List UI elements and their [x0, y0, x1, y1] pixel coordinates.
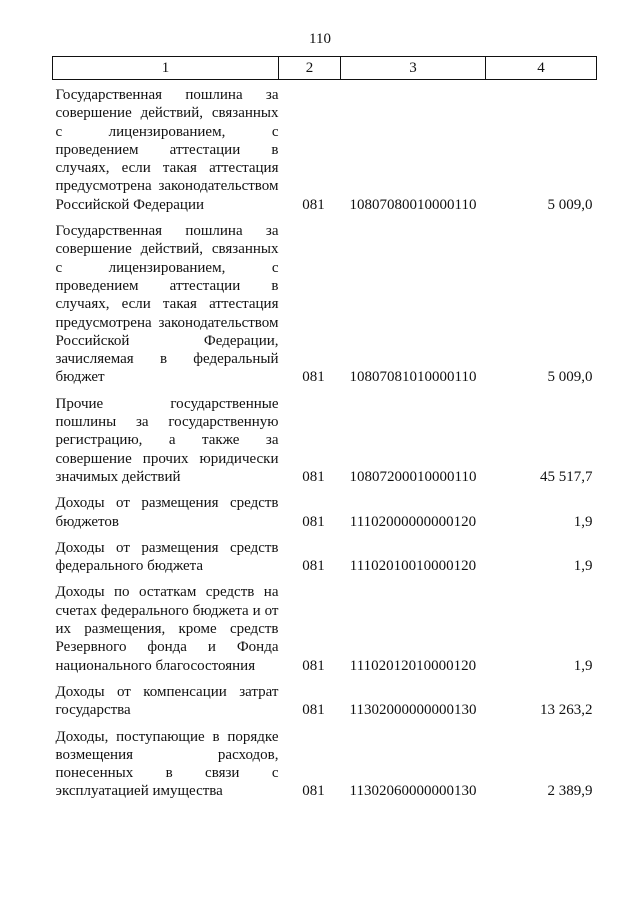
budget-classification-code: 10807200010000110 — [349, 468, 477, 485]
revenue-amount: 5 009,0 — [547, 196, 593, 213]
revenue-name: Доходы, поступающие в порядке возмещения расходов, понесенных в связи с эксплуатацией имущества — [55, 728, 279, 800]
administrator-code: 081 — [302, 196, 325, 213]
revenue-amount: 45 517,7 — [540, 468, 593, 485]
budget-classification-code: 10807080010000110 — [349, 196, 477, 213]
administrator-code: 081 — [302, 657, 325, 674]
revenue-name: Прочие государственные пошлины за государственную регистрацию, а также за совершение прочих юридически значимых действий — [55, 395, 279, 485]
revenue-name: Доходы по остаткам средств на счетах федерального бюджета и от их размещения, кроме средств Резервного фонда и Фонда национального благосостояния — [55, 584, 279, 674]
header-row — [53, 57, 597, 80]
administrator-code: 081 — [302, 783, 325, 800]
column-header-4: 4 — [486, 57, 597, 80]
revenue-name: Доходы от компенсации затрат государства — [55, 683, 279, 719]
administrator-code: 081 — [302, 468, 325, 485]
revenue-name: Государственная пошлина за совершение действий, связанных с лицензированием, с проведением аттестации в случаях, если такая аттестация предусмотрена законодательством Российской Федерации, зачисляемая в федеральный бюджет — [55, 223, 279, 386]
revenue-amount: 5 009,0 — [547, 369, 593, 386]
table-row — [53, 575, 597, 674]
table-row — [53, 214, 597, 387]
administrator-code: 081 — [302, 513, 325, 530]
budget-classification-code: 10807081010000110 — [349, 369, 477, 386]
table-row — [53, 720, 597, 801]
revenue-name: Доходы от размещения средств федерального бюджета — [55, 539, 279, 575]
revenue-amount: 13 263,2 — [540, 702, 593, 719]
table-row — [53, 675, 597, 720]
revenue-amount: 1,9 — [573, 513, 593, 530]
table-row — [53, 80, 597, 215]
budget-revenue-table — [52, 56, 597, 801]
administrator-code: 081 — [302, 702, 325, 719]
table-body — [53, 80, 597, 801]
revenue-amount: 1,9 — [573, 558, 593, 575]
budget-classification-code: 11302060000000130 — [349, 783, 477, 800]
table-row — [53, 387, 597, 486]
table-row — [53, 486, 597, 531]
column-header-1: 1 — [53, 57, 279, 80]
table-header — [53, 57, 597, 80]
budget-classification-code: 11302000000000130 — [349, 702, 477, 719]
administrator-code: 081 — [302, 369, 325, 386]
column-header-3: 3 — [341, 57, 486, 80]
table-row — [53, 531, 597, 576]
budget-classification-code: 11102010010000120 — [349, 558, 477, 575]
budget-classification-code: 11102012010000120 — [349, 657, 477, 674]
page-number: 110 — [309, 31, 331, 47]
revenue-name: Государственная пошлина за совершение действий, связанных с лицензированием, с проведением аттестации в случаях, если такая аттестация предусмотрена законодательством Российской Федерации — [55, 87, 279, 213]
administrator-code: 081 — [302, 558, 325, 575]
column-header-2: 2 — [279, 57, 341, 80]
revenue-amount: 2 389,9 — [547, 783, 593, 800]
revenue-amount: 1,9 — [573, 657, 593, 674]
revenue-name: Доходы от размещения средств бюджетов — [55, 495, 279, 530]
budget-classification-code: 11102000000000120 — [349, 513, 477, 530]
